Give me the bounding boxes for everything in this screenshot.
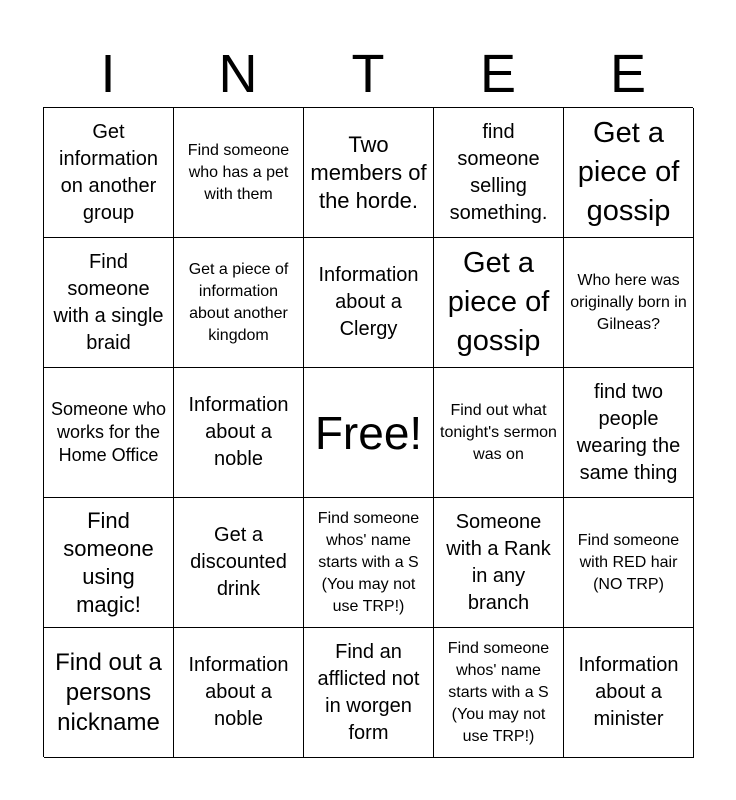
bingo-cell-text: Get information on another group xyxy=(59,120,158,224)
bingo-cell-text: Get a piece of information about another kingdom xyxy=(188,260,289,344)
header-letter-2: N xyxy=(218,44,258,104)
free-space-text: Free! xyxy=(314,406,423,459)
bingo-cell[interactable] xyxy=(304,498,434,628)
bingo-cell-text: Someone with a Rank in any branch xyxy=(446,510,551,614)
bingo-cell-text: Information about a Clergy xyxy=(318,264,419,340)
bingo-cell[interactable] xyxy=(564,238,694,368)
bingo-cell-text: find someone selling something. xyxy=(449,120,548,224)
bingo-cell[interactable] xyxy=(434,628,564,758)
bingo-cell[interactable] xyxy=(564,368,694,498)
bingo-cell-text: Information about a noble xyxy=(188,394,289,470)
bingo-header xyxy=(43,40,693,108)
bingo-cell-text: Find someone with RED hair (NO TRP) xyxy=(577,531,680,593)
bingo-cell-text: Find out what tonight's sermon was on xyxy=(440,401,557,463)
bingo-cell[interactable] xyxy=(174,368,304,498)
bingo-cell-text: Find someone using magic! xyxy=(63,507,154,617)
bingo-cell-text: Find someone whos' name starts with a S (You may not use TRP!) xyxy=(317,509,420,615)
bingo-cell-text: Information about a noble xyxy=(188,654,289,730)
bingo-cell[interactable] xyxy=(174,238,304,368)
header-letter-3: T xyxy=(351,44,385,104)
bingo-cell[interactable] xyxy=(564,628,694,758)
bingo-cell-text: find two people wearing the same thing xyxy=(576,380,681,484)
bingo-cell[interactable] xyxy=(434,368,564,498)
bingo-cell-text: Someone who works for the Home Office xyxy=(50,399,167,465)
header-letter-5: E xyxy=(609,44,647,104)
bingo-cell[interactable] xyxy=(174,108,304,238)
bingo-cell-text: Get a piece of gossip xyxy=(447,247,550,357)
header-letter-1: I xyxy=(100,44,116,104)
bingo-cell[interactable] xyxy=(44,108,174,238)
bingo-cell[interactable] xyxy=(174,628,304,758)
bingo-cell-text: Find someone whos' name starts with a S (You may not use TRP!) xyxy=(447,639,550,745)
bingo-cell[interactable] xyxy=(434,238,564,368)
bingo-cell[interactable] xyxy=(564,108,694,238)
header-letter-4: E xyxy=(479,44,517,104)
bingo-cell[interactable] xyxy=(44,498,174,628)
bingo-cell-text: Two members of the horde. xyxy=(310,131,427,213)
bingo-cell-text: Find out a persons nickname xyxy=(55,648,162,736)
bingo-cell-text: Find someone who has a pet with them xyxy=(187,141,290,203)
bingo-cell-text: Get a piece of gossip xyxy=(577,117,680,227)
bingo-cell-text: Find someone with a single braid xyxy=(53,250,164,354)
bingo-cell[interactable] xyxy=(44,628,174,758)
bingo-cell[interactable] xyxy=(44,238,174,368)
bingo-cell[interactable] xyxy=(434,498,564,628)
bingo-cell[interactable] xyxy=(434,108,564,238)
bingo-cell[interactable] xyxy=(304,108,434,238)
bingo-cell[interactable] xyxy=(304,238,434,368)
bingo-grid xyxy=(43,107,693,757)
bingo-cell-text: Find an afflicted not in worgen form xyxy=(317,640,420,744)
bingo-cell-text: Get a discounted drink xyxy=(190,524,287,600)
bingo-cell-text: Who here was originally born in Gilneas? xyxy=(570,271,687,333)
bingo-cell[interactable] xyxy=(44,368,174,498)
free-space-cell[interactable] xyxy=(304,368,434,498)
bingo-cell-text: Information about a minister xyxy=(578,654,679,730)
bingo-cell[interactable] xyxy=(304,628,434,758)
bingo-cell[interactable] xyxy=(564,498,694,628)
bingo-cell[interactable] xyxy=(174,498,304,628)
